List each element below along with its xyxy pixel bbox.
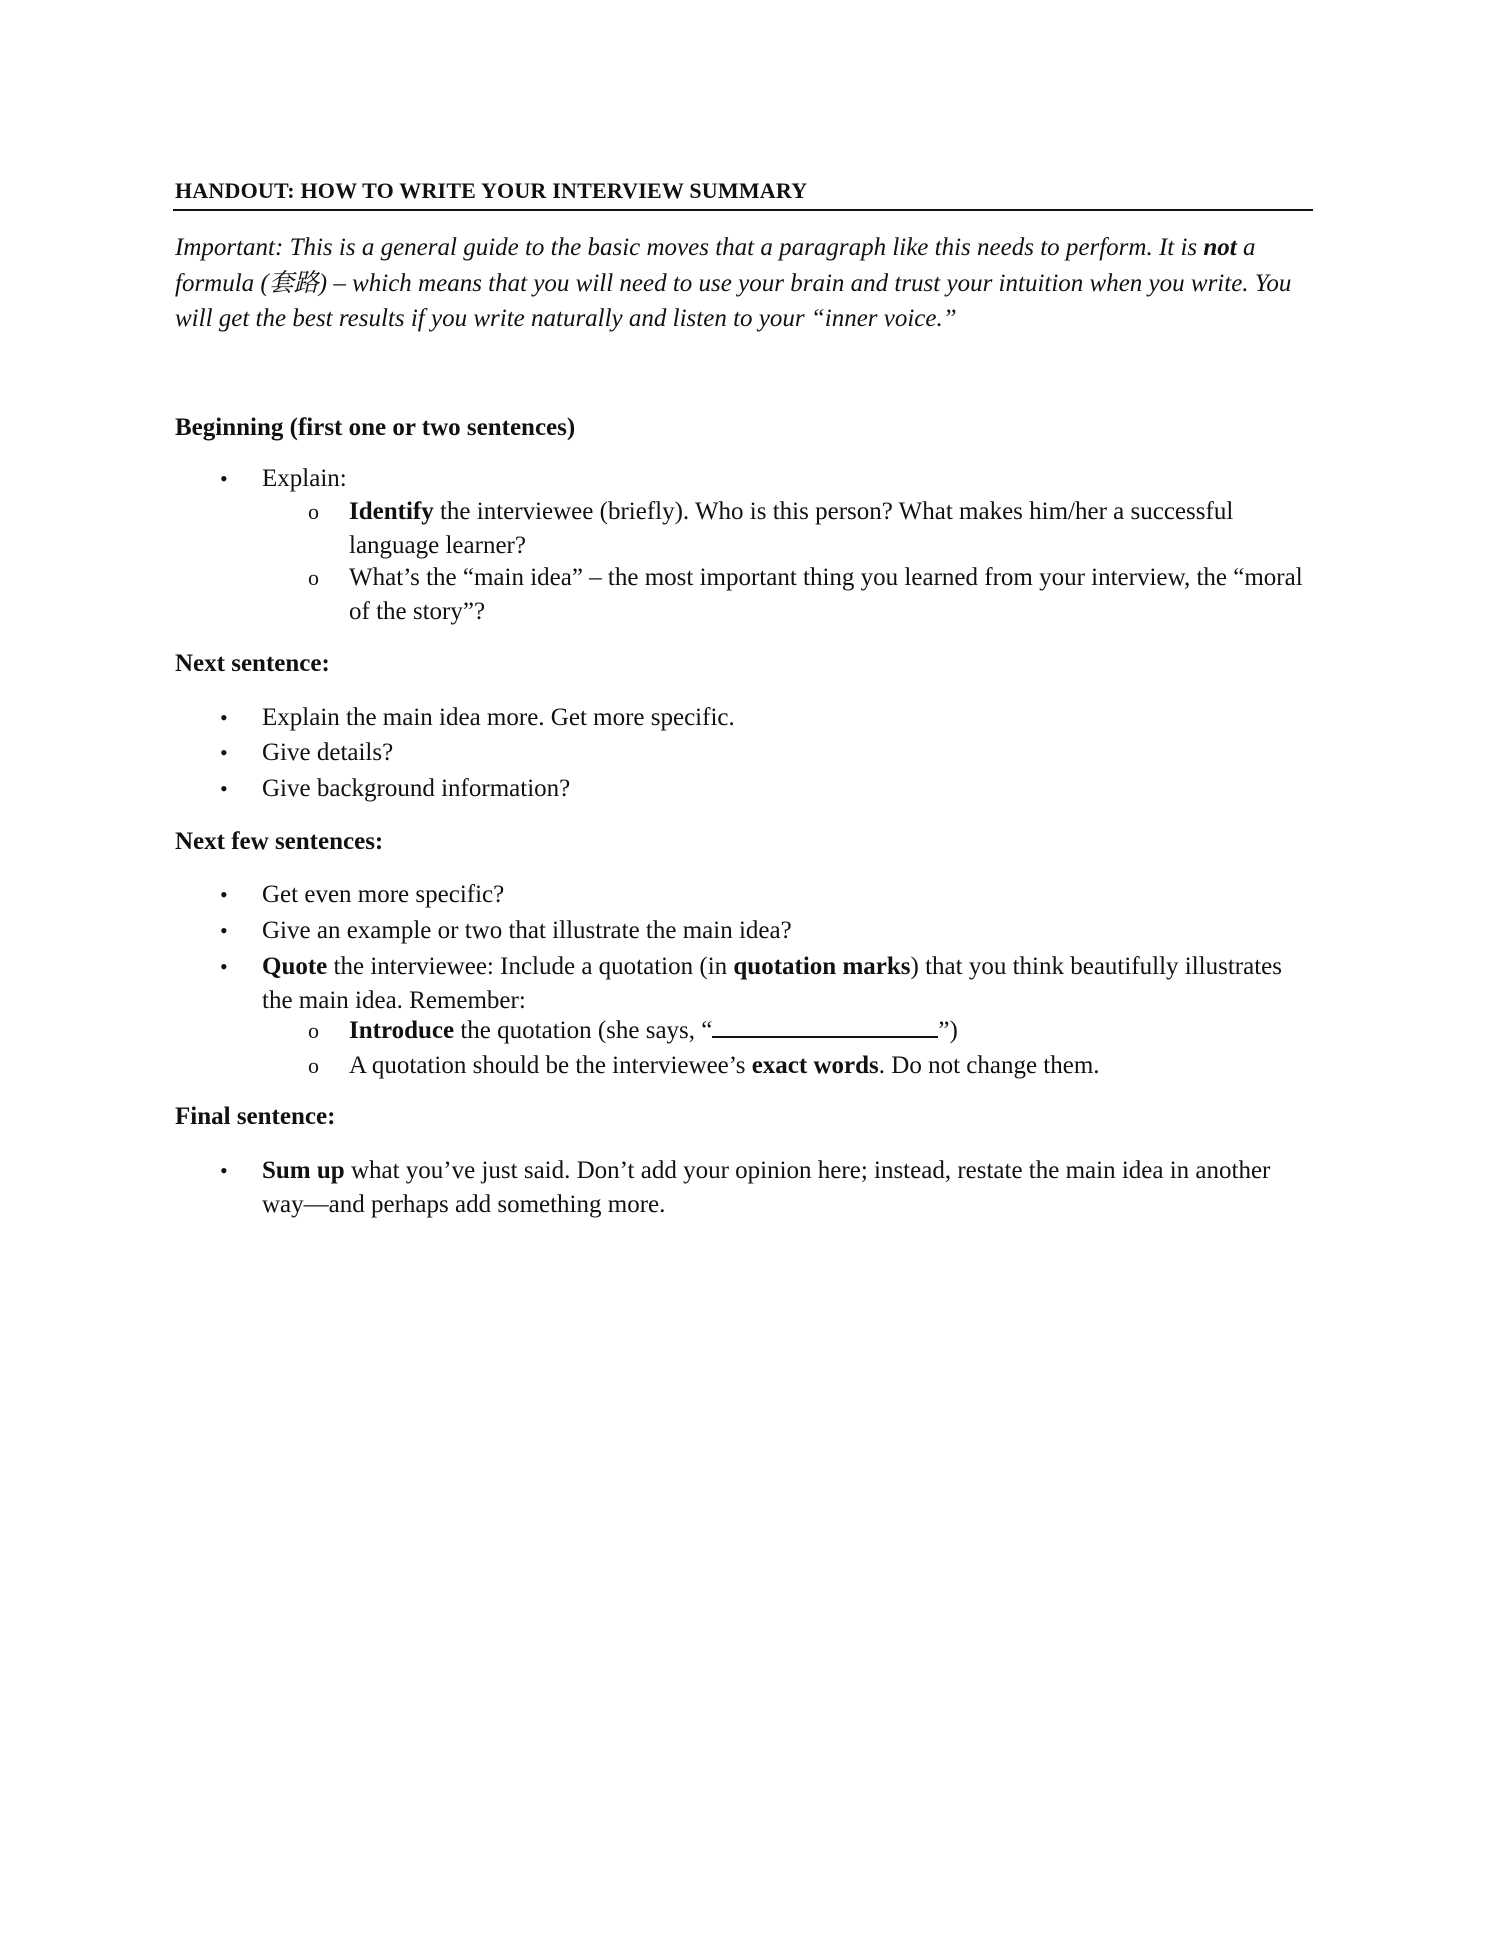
sub-bullet-item bbox=[308, 1049, 1314, 1083]
bullet-icon: • bbox=[220, 882, 228, 907]
intro-note bbox=[175, 230, 1315, 337]
quote-blank-line bbox=[712, 1014, 938, 1038]
section-heading: Next sentence: bbox=[175, 650, 330, 677]
text-run: a formula (套路) – which means that you will need to use your brain and trust your intuition when you write. You will get the best results if you write naturally and listen to your “inner voice.” bbox=[175, 234, 1292, 332]
bold-text: quotation marks bbox=[733, 953, 911, 980]
document-title: HANDOUT: HOW TO WRITE YOUR INTERVIEW SUMMARY bbox=[175, 178, 808, 203]
bullet-item bbox=[220, 914, 1312, 948]
text-run: Give background information? bbox=[262, 775, 571, 802]
bullet-icon: • bbox=[220, 954, 228, 979]
text-run: Explain the main idea more. Get more specific. bbox=[262, 704, 735, 731]
section-heading: Next few sentences: bbox=[175, 828, 384, 855]
bullet-item bbox=[220, 1154, 1312, 1222]
bullet-icon: • bbox=[220, 705, 228, 730]
bullet-item bbox=[220, 878, 1312, 912]
bullet-icon: • bbox=[220, 918, 228, 943]
bold-text: Introduce bbox=[349, 1017, 455, 1044]
text-run: Explain: bbox=[262, 465, 347, 492]
text-run: ) that you think beautifully illustrates the main idea. Remember: bbox=[262, 953, 1282, 1014]
circle-bullet-icon: o bbox=[308, 499, 319, 524]
title-divider bbox=[173, 209, 1313, 211]
text-run: Give an example or two that illustrate the main idea? bbox=[262, 917, 792, 944]
circle-bullet-icon: o bbox=[308, 565, 319, 590]
text-run: Important: This is a general guide to the basic moves that a paragraph like this needs to perform. It is bbox=[175, 234, 1204, 261]
bold-text: Quote bbox=[262, 953, 328, 980]
sub-bullet-item bbox=[308, 1014, 1314, 1048]
sub-bullet-item bbox=[308, 495, 1314, 563]
bullet-icon: • bbox=[220, 776, 228, 801]
text-run: . Do not change them. bbox=[878, 1052, 1100, 1079]
section-heading: Final sentence: bbox=[175, 1103, 336, 1130]
bullet-icon: • bbox=[220, 740, 228, 765]
text-run: A quotation should be the interviewee’s bbox=[349, 1052, 752, 1079]
bullet-item bbox=[220, 772, 1312, 806]
sub-bullet-item bbox=[308, 561, 1314, 629]
bullet-item bbox=[220, 736, 1312, 770]
circle-bullet-icon: o bbox=[308, 1053, 319, 1078]
circle-bullet-icon: o bbox=[308, 1018, 319, 1043]
section-heading: Beginning (first one or two sentences) bbox=[175, 414, 576, 441]
text-run: What’s the “main idea” – the most important thing you learned from your interview, the “moral of the story”? bbox=[349, 564, 1303, 625]
bold-text: not bbox=[1203, 234, 1237, 261]
bold-text: Sum up bbox=[262, 1157, 345, 1184]
text-run: ”) bbox=[938, 1017, 958, 1044]
text-run: the quotation (she says, “ bbox=[454, 1017, 713, 1044]
bold-text: Identify bbox=[349, 498, 434, 525]
text-run: the interviewee: Include a quotation (in bbox=[327, 953, 734, 980]
text-run: Give details? bbox=[262, 739, 394, 766]
text-run: Get even more specific? bbox=[262, 881, 505, 908]
bold-text: exact words bbox=[751, 1052, 879, 1079]
bullet-item bbox=[220, 701, 1312, 735]
bullet-item bbox=[220, 950, 1312, 1018]
bullet-icon: • bbox=[220, 1158, 228, 1183]
text-run: the interviewee (briefly). Who is this person? What makes him/her a successful language learner? bbox=[349, 498, 1234, 559]
text-run: what you’ve just said. Don’t add your opinion here; instead, restate the main idea in another way—and perhaps add something more. bbox=[262, 1157, 1271, 1218]
bullet-icon: • bbox=[220, 466, 228, 491]
bullet-item bbox=[220, 462, 1312, 496]
